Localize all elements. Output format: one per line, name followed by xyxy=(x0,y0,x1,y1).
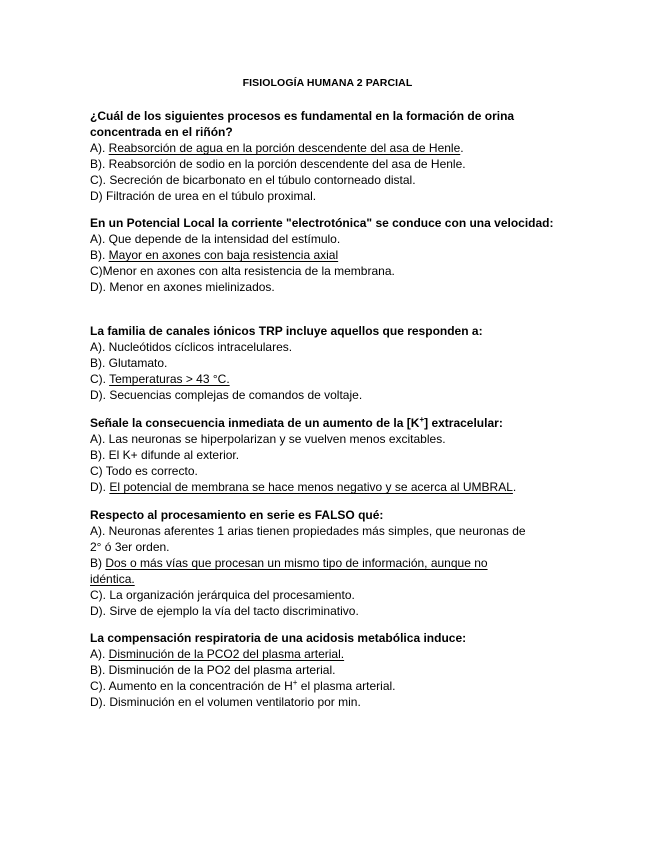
option-b xyxy=(90,247,560,263)
option-prefix: A). xyxy=(90,141,109,155)
option-a xyxy=(90,231,560,247)
document-title: FISIOLOGÍA HUMANA 2 PARCIAL xyxy=(242,77,413,89)
option-text: Neuronas aferentes 1 arias tienen propiedades más simples, que neuronas de 2° ó 3er orden. xyxy=(90,524,526,554)
option-c xyxy=(90,172,560,188)
option-text: Reabsorción de sodio en la porción descendente del asa de Henle. xyxy=(108,157,466,171)
option-c xyxy=(90,463,560,479)
question-text-part: Señale la consecuencia inmediata de un aumento de la [K xyxy=(90,416,420,430)
option-prefix: C) xyxy=(90,464,106,478)
option-prefix: A). xyxy=(90,340,109,354)
option-a xyxy=(90,140,560,156)
option-prefix: B) xyxy=(90,556,106,570)
option-text: Todo es correcto. xyxy=(105,464,198,478)
question-text: La compensación respiratoria de una acidosis metabólica induce: xyxy=(90,631,467,645)
option-text: El K+ difunde al exterior. xyxy=(108,448,240,462)
option-text: La organización jerárquica del procesamiento. xyxy=(109,588,355,602)
option-prefix: D). xyxy=(90,695,110,709)
question-text xyxy=(90,415,560,431)
option-b xyxy=(90,156,560,172)
option-d xyxy=(90,479,560,495)
option-text: Glutamato. xyxy=(108,356,168,370)
option-prefix: B). xyxy=(90,157,109,171)
option-text-correct: Disminución de la PCO2 del plasma arterial. xyxy=(108,647,345,661)
option-suffix: . xyxy=(460,141,464,155)
question-1 xyxy=(90,108,560,204)
option-prefix: A). xyxy=(90,432,109,446)
option-b xyxy=(90,555,530,587)
question-3 xyxy=(90,323,560,403)
option-d xyxy=(90,279,560,295)
option-text: Secuencias complejas de comandos de voltaje. xyxy=(109,388,363,402)
question-text: En un Potencial Local la corriente "electrotónica" se conduce con una velocidad: xyxy=(90,216,554,230)
question-2 xyxy=(90,215,560,295)
option-suffix: . xyxy=(512,480,517,494)
option-c xyxy=(90,371,560,387)
option-text: Disminución en el volumen ventilatorio por min. xyxy=(109,695,361,709)
question-text: La familia de canales iónicos TRP incluye aquellos que responden a: xyxy=(90,324,483,338)
option-prefix: B). xyxy=(90,663,109,677)
option-prefix: C). xyxy=(90,173,110,187)
option-prefix: D). xyxy=(90,604,110,618)
option-prefix: C) xyxy=(90,264,103,278)
option-prefix: C). xyxy=(90,372,110,386)
option-text: Secreción de bicarbonato en el túbulo contorneado distal. xyxy=(109,173,416,187)
option-c xyxy=(90,678,560,694)
option-text: Sirve de ejemplo la vía del tacto discriminativo. xyxy=(109,604,359,618)
option-prefix: D). xyxy=(90,280,110,294)
option-d xyxy=(90,603,560,619)
option-prefix: B). xyxy=(90,356,109,370)
question-text: ¿Cuál de los siguientes procesos es fundamental en la formación de orina concentrada en el riñón? xyxy=(90,109,515,139)
option-prefix: A). xyxy=(90,524,109,538)
option-b xyxy=(90,662,560,678)
option-text-correct: Dos o más vías que procesan un mismo tipo de información, aunque no idéntica. xyxy=(90,556,488,586)
option-prefix: A). xyxy=(90,647,109,661)
question-6 xyxy=(90,630,560,710)
superscript-plus: + xyxy=(419,415,425,424)
option-a xyxy=(90,646,560,662)
option-b xyxy=(90,355,560,371)
option-prefix: D) xyxy=(90,189,106,203)
option-text-correct: Temperaturas > 43 °C. xyxy=(109,372,230,386)
option-text-part: el plasma arterial. xyxy=(297,679,396,693)
question-4 xyxy=(90,415,560,495)
superscript-plus: + xyxy=(292,678,298,687)
option-a xyxy=(90,339,560,355)
option-prefix: B). xyxy=(90,248,109,262)
option-c xyxy=(90,263,560,279)
option-text-correct: El potencial de membrana se hace menos negativo y se acerca al UMBRAL xyxy=(109,480,513,494)
option-c xyxy=(90,587,560,603)
option-text: Nucleótidos cíclicos intracelulares. xyxy=(108,340,293,354)
option-text-part: Aumento en la concentración de H xyxy=(108,679,293,693)
option-d xyxy=(90,387,560,403)
option-b xyxy=(90,447,560,463)
option-prefix: D). xyxy=(90,388,110,402)
option-text-correct: Mayor en axones con baja resistencia axial xyxy=(108,248,339,262)
option-text: Filtración de urea en el túbulo proximal. xyxy=(106,189,317,203)
option-prefix: C). xyxy=(90,588,110,602)
option-a xyxy=(90,431,560,447)
option-text: Menor en axones con alta resistencia de la membrana. xyxy=(102,264,395,278)
option-prefix: A). xyxy=(90,232,109,246)
option-d xyxy=(90,694,560,710)
option-prefix: C). xyxy=(90,679,109,693)
option-text-correct: Reabsorción de agua en la porción descendente del asa de Henle xyxy=(108,141,461,155)
question-text-part: ] extracelular: xyxy=(424,416,503,430)
option-d xyxy=(90,188,560,204)
option-text: Que depende de la intensidad del estímulo. xyxy=(108,232,341,246)
option-text: Las neuronas se hiperpolarizan y se vuelven menos excitables. xyxy=(108,432,446,446)
option-prefix: B). xyxy=(90,448,109,462)
option-a xyxy=(90,523,540,555)
question-5 xyxy=(90,507,560,619)
option-text: Disminución de la PO2 del plasma arterial. xyxy=(108,663,336,677)
option-prefix: D). xyxy=(90,480,110,494)
question-text: Respecto al procesamiento en serie es FALSO qué: xyxy=(90,508,384,522)
option-text: Menor en axones mielinizados. xyxy=(109,280,275,294)
